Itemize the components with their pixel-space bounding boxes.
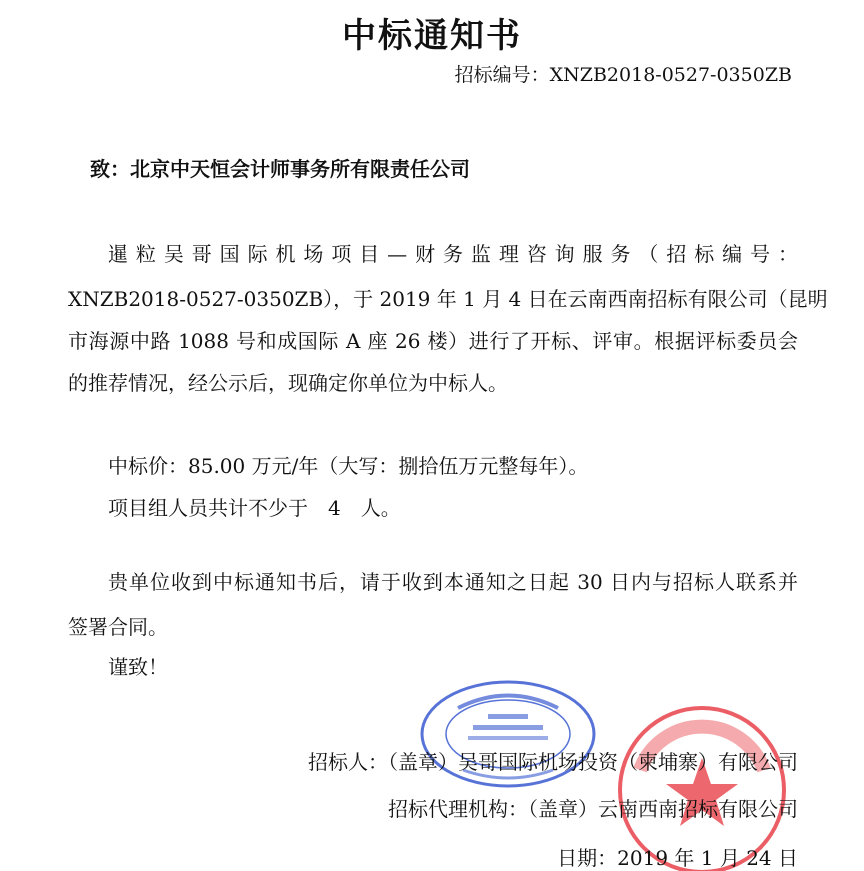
paragraph1-line1: 暹粒吴哥国际机场项目—财务监理咨询服务（招标编号： bbox=[108, 242, 798, 266]
bid-price: 中标价：85.00 万元/年（大写：捌拾伍万元整每年）。 bbox=[108, 454, 589, 478]
staff-count: 项目组人员共计不少于 4 人。 bbox=[108, 496, 401, 520]
paragraph1-line2: XNZB2018-0527-0350ZB），于 2019 年 1 月 4 日在云南西南招标有限公司（昆明 bbox=[68, 287, 828, 311]
paragraph1-line4: 的推荐情况，经公示后，现确定你单位为中标人。 bbox=[68, 371, 508, 395]
agency-signature: 招标代理机构：（盖章）云南西南招标有限公司 bbox=[388, 797, 798, 821]
document-title: 中标通知书 bbox=[342, 16, 522, 56]
notice-date: 日期：2019 年 1 月 24 日 bbox=[557, 846, 798, 870]
closing: 谨致！ bbox=[108, 655, 168, 679]
paragraph2-line2: 签署合同。 bbox=[68, 615, 168, 639]
paragraph2-line1: 贵单位收到中标通知书后，请于收到本通知之日起 30 日内与招标人联系并 bbox=[108, 570, 798, 594]
paragraph1-line3: 市海源中路 1088 号和成国际 A 座 26 楼）进行了开标、评审。根据评标委员会 bbox=[68, 329, 798, 353]
bid-number: 招标编号：XNZB2018-0527-0350ZB bbox=[454, 64, 792, 86]
addressee: 致：北京中天恒会计师事务所有限责任公司 bbox=[90, 157, 470, 181]
tenderer-signature: 招标人：（盖章）吴哥国际机场投资（柬埔寨）有限公司 bbox=[308, 750, 798, 774]
